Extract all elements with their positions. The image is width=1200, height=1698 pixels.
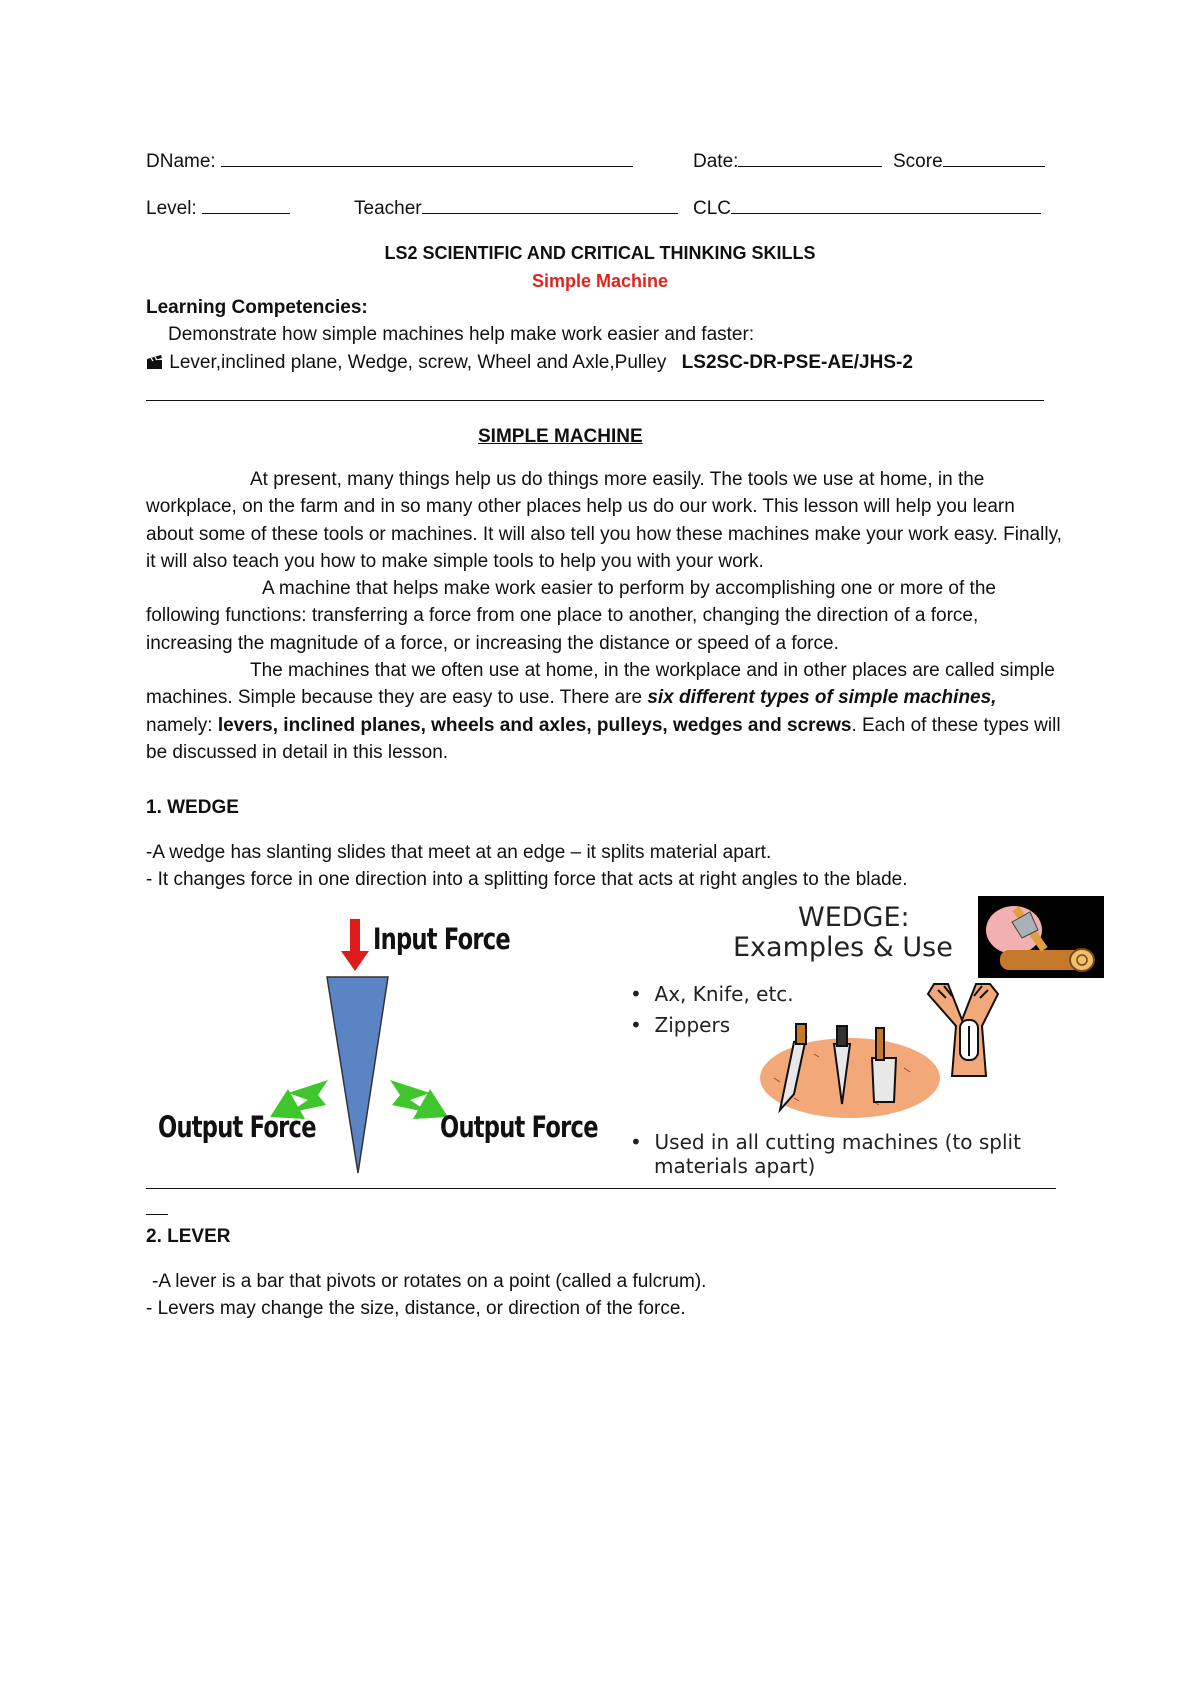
example-bullet-3-continued: materials apart)	[654, 1154, 816, 1178]
divider-stub	[146, 1214, 168, 1215]
competency-bullet	[146, 351, 913, 375]
wedge-heading: 1. WEDGE	[146, 797, 239, 818]
knives-icon	[754, 1018, 940, 1120]
clc-blank[interactable]	[731, 195, 1041, 214]
section-title: SIMPLE MACHINE	[478, 426, 643, 447]
score-label: Score	[893, 151, 943, 172]
level-blank[interactable]	[202, 195, 290, 214]
wedge-line-1: -A wedge has slanting slides that meet at an edge – it splits material apart.	[146, 842, 772, 863]
teacher-label: Teacher	[354, 198, 422, 219]
axe-log-icon	[978, 896, 1104, 978]
topic-title: Simple Machine	[531, 271, 669, 291]
teacher-blank[interactable]	[422, 195, 678, 214]
wedge-line-2: - It changes force in one direction into a splitting force that acts at right angles to the blade.	[146, 869, 908, 890]
name-label: DName:	[146, 151, 216, 172]
date-label: Date:	[693, 151, 739, 172]
name-row	[146, 148, 633, 174]
example-bullet-2: • Zippers	[630, 1013, 731, 1037]
intro-paragraph-3: The machines that we often use at home, in the workplace and in other places are called simple machines. Simple because they are easy to use. There are six different types of simple machines, namely: levers, inclined planes, wheels and axles, pulleys, wedges and screws. Each of these types will be discussed in detail in this lesson.	[146, 660, 1061, 763]
lever-line-2: - Levers may change the size, distance, or direction of the force.	[146, 1298, 686, 1319]
output-force-left-label: Output Force	[158, 1110, 316, 1144]
examples-title-line-1: WEDGE:	[798, 902, 910, 933]
date-row	[693, 148, 882, 174]
clapperboard-icon	[146, 354, 164, 370]
example-bullet-3: • Used in all cutting machines (to split	[630, 1130, 1021, 1154]
lever-line-1: -A lever is a bar that pivots or rotates on a point (called a fulcrum).	[152, 1271, 707, 1292]
teacher-row	[354, 195, 678, 221]
level-row	[146, 195, 290, 221]
intro-paragraph-2: A machine that helps make work easier to perform by accomplishing one or more of the following functions: transferring a force from one place to another, changing the direction of a force, increasing the magnitude of a force, or increasing the distance or speed of a force.	[146, 578, 996, 654]
clc-label: CLC	[693, 198, 732, 219]
competency-code: LS2SC-DR-PSE-AE/JHS-2	[681, 352, 913, 373]
date-blank[interactable]	[738, 148, 882, 167]
divider-top	[146, 400, 1044, 401]
name-blank[interactable]	[221, 148, 633, 167]
competency-topics: Lever,inclined plane, Wedge, screw, Wheel and Axle,Pulley	[169, 352, 667, 373]
score-row	[893, 148, 1045, 174]
clc-row	[693, 195, 1041, 221]
competencies-heading: Learning Competencies:	[146, 297, 368, 318]
example-bullet-1: • Ax, Knife, etc.	[630, 982, 794, 1006]
input-force-label: Input Force	[373, 922, 510, 956]
level-label: Level:	[146, 198, 197, 219]
competency-line: Demonstrate how simple machines help make work easier and faster:	[168, 324, 755, 345]
intro-paragraph-1: At present, many things help us do things more easily. The tools we use at home, in the workplace, on the farm and in so many other places help us do our work. This lesson will help you learn about some of these tools or machines. It will also tell you how these machines make your work easy. Finally, it will also teach you how to make simple tools to help you with your work.	[146, 469, 1062, 572]
input-force-arrow	[341, 919, 369, 971]
lever-heading: 2. LEVER	[146, 1226, 231, 1247]
output-force-right-label: Output Force	[440, 1110, 598, 1144]
intro-text	[146, 466, 1066, 766]
strand-title: LS2 SCIENTIFIC AND CRITICAL THINKING SKILLS	[384, 243, 816, 263]
wedge-shape	[327, 977, 388, 1173]
examples-title-line-2: Examples & Use	[733, 932, 953, 963]
score-blank[interactable]	[943, 148, 1045, 167]
divider-wedge	[146, 1188, 1056, 1189]
